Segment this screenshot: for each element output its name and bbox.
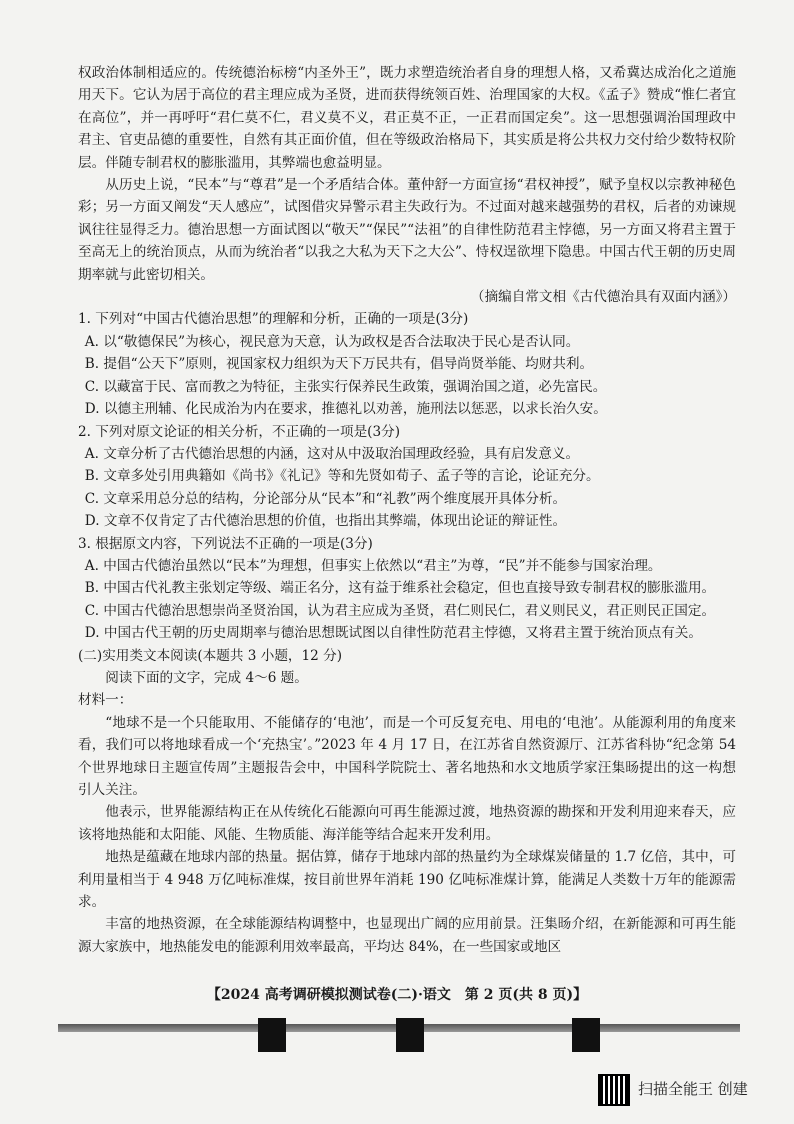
page-footer: 【2024 高考调研模拟测试卷(二)·语文 第 2 页(共 8 页)】 [206, 987, 588, 1003]
source-citation: （摘编自常文相《古代德治具有双面内涵》） [470, 289, 736, 306]
scanner-watermark: 扫描全能王 创建 [638, 1080, 748, 1098]
option: A. 以“敬德保民”为核心，视民意为天意，认为政权是否合法取决于民心是否认同。 [84, 333, 580, 350]
paragraph: 权政治体制相适应的。传统德治标榜“内圣外王”，既力求塑造统治者自身的理想人格，又希冀达成治化之道施用天下。它认为居于高位的君主理应成为圣贤，进而获得统领百姓、治理国家的大权。《孟子》赞成“惟仁者宜在高位”，并一再呼吁“君仁莫不仁，君义莫不义，君正莫不正，一正君而国定矣”。这一思想强调治国理政中君主、官吏品德的重要性，自然有其正面价值，但在等级政治格局下，其实质是将公共权力交付给少数特权阶层。伴随专制君权的膨胀滥用，其弊端也愈益明显。 [78, 65, 736, 171]
paragraph: 从历史上说，“民本”与“尊君”是一个矛盾结合体。董仲舒一方面宣扬“君权神授”，赋予皇权以宗教神秘色彩；另一方面又阐发“天人感应”，试图借灾异警示君主失政行为。不过面对越来越强势的君权，后者的劝谏规讽往往显得乏力。德治思想一方面试图以“敬天”“保民”“法祖”的自律性防范君主悖德，另一方面又将君主置于至高无上的统治顶点，从而为统治者“以我之大私为天下之大公”、恃权逞欲埋下隐患。中国古代王朝的历史周期率就与此密切相关。 [78, 177, 736, 283]
paragraph: 他表示，世界能源结构正在从传统化石能源向可再生能源过渡，地热资源的勘探和开发利用迎来春天，应该将地热能和太阳能、风能、生物质能、海洋能等结合起来开发利用。 [78, 804, 736, 843]
option: C. 文章采用总分总的结构，分论部分从“民本”和“礼教”两个维度展开具体分析。 [84, 490, 567, 507]
scan-mark [396, 1018, 424, 1052]
option: D. 中国古代王朝的历史周期率与德治思想既试图以自律性防范君主悖德，又将君主置于统治顶点有关。 [84, 625, 702, 642]
material-label: 材料一： [78, 692, 133, 709]
question-stem: 2. 下列对原文论证的相关分析，不正确的一项是(3分) [78, 423, 401, 440]
option: D. 文章不仅肯定了古代德治思想的价值，也指出其弊端，体现出论证的辩证性。 [84, 513, 567, 530]
question-stem: 3. 根据原文内容，下列说法不正确的一项是(3分) [78, 535, 373, 552]
section-title: (二)实用类文本阅读(本题共 3 小题，12 分) [78, 647, 343, 664]
qr-code-icon [598, 1074, 630, 1106]
option: C. 中国古代德治思想崇尚圣贤治国，认为君主应成为圣贤，君仁则民仁，君义则民义，君正则民正国定。 [84, 602, 716, 619]
option: B. 中国古代礼教主张划定等级、端正名分，这有益于维系社会稳定，但也直接导致专制君权的膨胀滥用。 [84, 580, 716, 597]
paragraph: 地热是蕴藏在地球内部的热量。据估算，储存于地球内部的热量约为全球煤炭储量的 1.7 亿倍，其中，可利用量相当于 4 948 万亿吨标准煤，按目前世界年消耗 190 亿吨标准煤计算，能满足人类数十万年的能源需求。 [78, 849, 736, 911]
option: D. 以德主刑辅、化民成治为内在要求，推德礼以劝善，施刑法以惩恶，以求长治久安。 [84, 401, 607, 418]
page-text [78, 62, 736, 958]
option: B. 提倡“公天下”原则，视国家权力组织为天下万民共有，倡导尚贤举能、均财共利。 [84, 356, 594, 373]
paragraph: 丰富的地热资源，在全球能源结构调整中，也显现出广阔的应用前景。汪集旸介绍，在新能源和可再生能源大家族中，地热能发电的能源利用效率最高，平均达 84%，在一些国家或地区 [78, 916, 736, 955]
scan-mark [258, 1018, 286, 1052]
option: C. 以藏富于民、富而教之为特征，主张实行保养民生政策，强调治国之道，必先富民。 [84, 378, 607, 395]
option: B. 文章多处引用典籍如《尚书》《礼记》等和先贤如荀子、孟子等的言论，论证充分。 [84, 468, 600, 485]
option: A. 文章分析了古代德治思想的内涵，这对从中汲取治国理政经验，具有启发意义。 [84, 445, 580, 462]
question-stem: 1. 下列对“中国古代德治思想”的理解和分析，正确的一项是(3分) [78, 311, 469, 328]
option: A. 中国古代德治虽然以“民本”为理想，但事实上依然以“君主”为尊，“民”并不能参与国家治理。 [84, 557, 662, 574]
scan-mark [572, 1018, 600, 1052]
paragraph: “地球不是一个只能取用、不能储存的‘电池’，而是一个可反复充电、用电的‘电池’。从能源利用的角度来看，我们可以将地球看成一个‘充热宝’。”2023 年 4 月 17 日，在江苏省自然资源厅、江苏省科协“纪念第 54 个世界地球日主题宣传周”主题报告会中，中国科学院院士、著名地热和水文地质学家汪集旸提出的这一构想引人关注。 [78, 714, 736, 798]
section-instruction: 阅读下面的文字，完成 4～6 题。 [105, 669, 308, 686]
